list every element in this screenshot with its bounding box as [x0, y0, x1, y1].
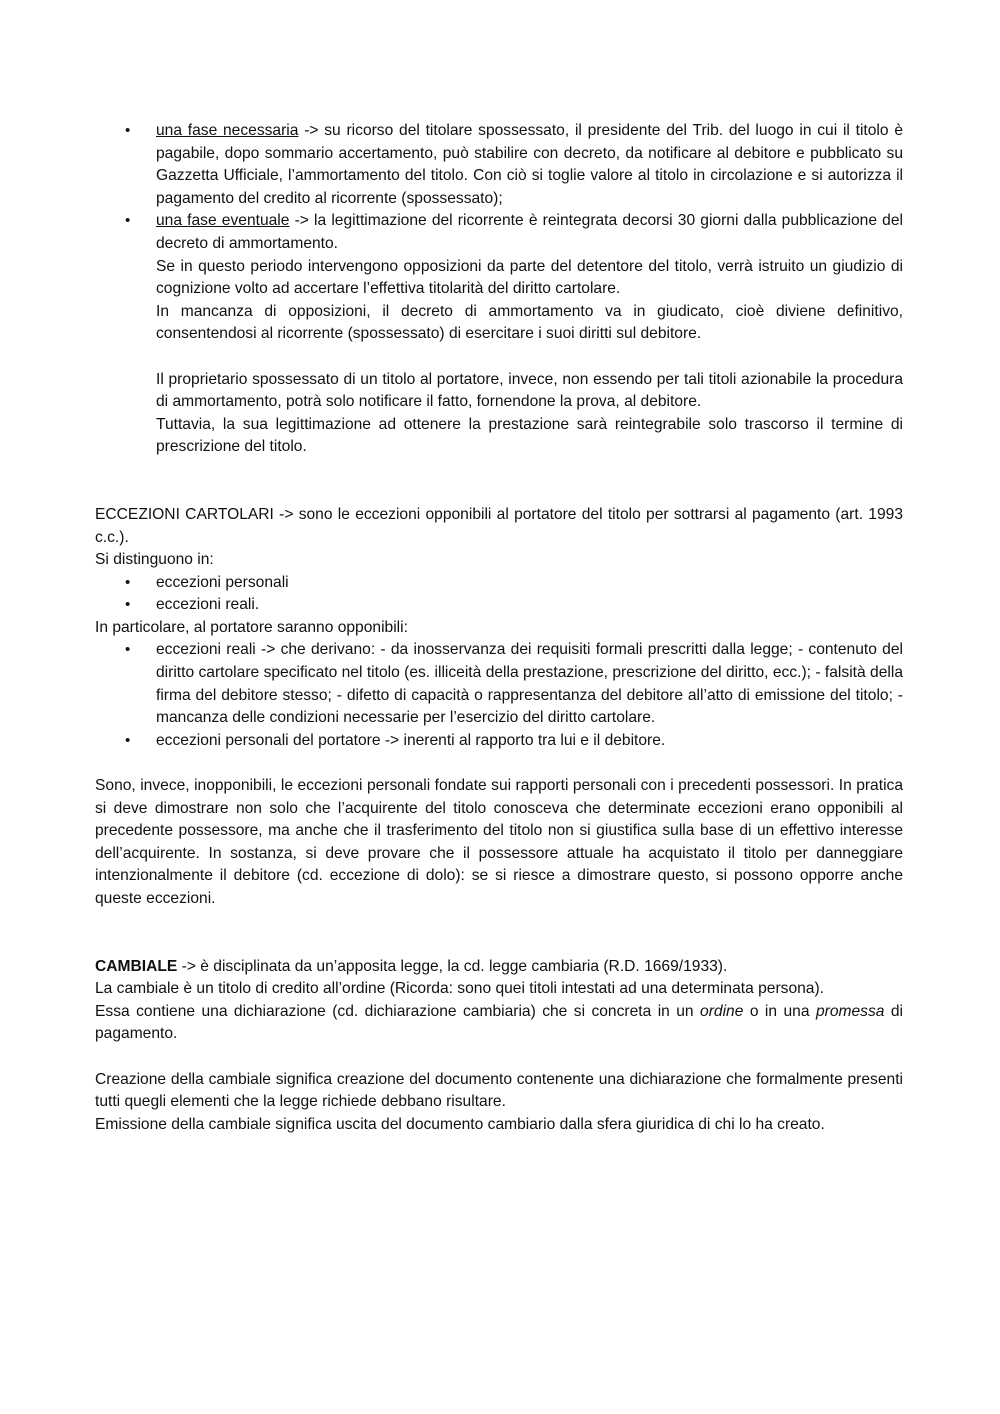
ammortamento-list: [95, 120, 903, 256]
paragraph: Si distinguono in:: [95, 551, 214, 569]
list-item: [95, 210, 903, 255]
document-body: [95, 120, 903, 1136]
paragraph: In mancanza di opposizioni, il decreto di ammortamento va in giudicato, cioè diviene definitivo, consentendosi al ricorrente (spossessato) di esercitare i suoi diritti sul debitore.: [156, 302, 903, 343]
eccezioni-intro: ECCEZIONI CARTOLARI -> sono le eccezioni opponibili al portatore del titolo per sottrarsi al pagamento (art. 1993 c.c.).: [95, 505, 903, 546]
phase-eventual-label: una fase eventuale: [156, 212, 290, 230]
eccezioni-opponibili-list: [95, 639, 903, 752]
paragraph: Sono, invece, inopponibili, le eccezioni personali fondate sui rapporti personali con i precedenti possessori. In pratica si deve dimostrare non solo che l’acquirente del titolo conosceva che determinate eccezioni erano opponibili al precedente possessore, ma anche che il trasferimento del titolo non si giustifica sulla base di un effettivo interesse dell’acquirente. In sostanza, si deve provare che il possessore attuale ha acquistato il titolo per danneggiare intenzionalmente il debitore (cd. eccezione di dolo): se si riesce a dimostrare questo, si possono opporre anche queste eccezioni.: [95, 777, 903, 907]
text-run: di pagamento.: [95, 1002, 903, 1043]
emphasis-ordine: ordine: [700, 1002, 744, 1020]
paragraph: La cambiale è un titolo di credito all’ordine (Ricorda: sono quei titoli intestati ad una determinata persona).: [95, 980, 824, 998]
phase-necessary-text: -> su ricorso del titolare spossessato, il presidente del Trib. del luogo in cui il titolo è pagabile, dopo sommario accertamento, può stabilire con decreto, da notificare al debitore e pubblicato su Gazzetta Ufficiale, l’ammortamento del titolo. Con ciò si toglie valore al titolo in circolazione e si autorizza il pagamento del credito al ricorrente (spossessato);: [156, 122, 904, 207]
eccezioni-kinds-list: [95, 572, 903, 617]
paragraph: Se in questo periodo intervengono opposizioni da parte del detentore del titolo, verrà istruito un giudizio di cognizione volto ad accertare l’effettiva titolarità del diritto cartolare.: [156, 257, 903, 298]
cambiale-title: CAMBIALE: [95, 957, 178, 975]
paragraph: Emissione della cambiale significa uscita del documento cambiario dalla sfera giuridica di chi lo ha creato.: [95, 1115, 825, 1133]
list-item: • eccezioni personali: [95, 572, 903, 595]
paragraph: [95, 1001, 903, 1046]
emphasis-promessa: promessa: [815, 1002, 885, 1020]
text-run: Essa contiene una dichiarazione (cd. dichiarazione cambiaria) che si concreta in un: [95, 1002, 701, 1020]
paragraph: Tuttavia, la sua legittimazione ad ottenere la prestazione sarà reintegrabile solo trascorso il termine di prescrizione del titolo.: [156, 415, 903, 456]
paragraph: Il proprietario spossessato di un titolo al portatore, invece, non essendo per tali titoli azionabile la procedura di ammortamento, potrà solo notificare il fatto, fornendone la prova, al debitore.: [156, 370, 903, 411]
paragraph: In particolare, al portatore saranno opponibili:: [95, 618, 408, 636]
paragraph: Creazione della cambiale significa creazione del documento contenente una dichiarazione che formalmente presenti tutti quegli elementi che la legge richiede debbano risultare.: [95, 1070, 903, 1111]
text-run: o in una: [743, 1002, 816, 1020]
list-item: [95, 120, 903, 210]
list-item: • eccezioni personali del portatore -> inerenti al rapporto tra lui e il debitore.: [95, 730, 903, 753]
cambiale-title-rest: -> è disciplinata da un’apposita legge, la cd. legge cambiaria (R.D. 1669/1933).: [177, 957, 728, 975]
list-item: • eccezioni reali.: [95, 594, 903, 617]
cambiale-heading: [95, 956, 903, 979]
list-item: • eccezioni reali -> che derivano: - da inosservanza dei requisiti formali prescritti dalla legge; - contenuto del diritto cartolare specificato nel titolo (es. illiceità della prestazione, prescrizione del diritto, ecc.); - falsità della firma del debitore stesso; - difetto di capacità o rappresentanza del debitore all’atto di emissione del titolo; - mancanza delle condizioni necessarie per l’esercizio del diritto cartolare.: [95, 639, 903, 729]
phase-necessary-label: una fase necessaria: [156, 122, 299, 139]
phase-eventual-text: -> la legittimazione del ricorrente è reintegrata decorsi 30 giorni dalla pubblicazione del decreto di ammortamento.: [156, 212, 903, 252]
